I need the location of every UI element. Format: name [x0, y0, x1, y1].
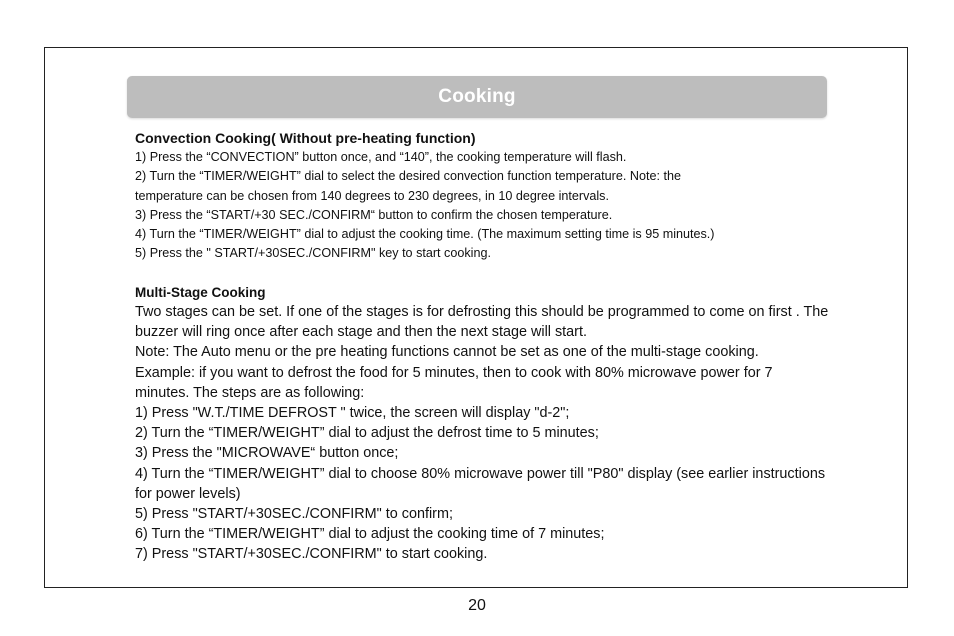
- page-number: 20: [468, 597, 486, 614]
- multistage-line: 7) Press "START/+30SEC./CONFIRM" to start cooking.: [135, 546, 488, 563]
- convection-line: temperature can be chosen from 140 degrees to 230 degrees, in 10 degree intervals.: [135, 188, 609, 203]
- multistage-line: Two stages can be set. If one of the stages is for defrosting this should be programmed to come on first . The: [135, 304, 829, 320]
- section-title: Cooking: [438, 86, 516, 107]
- multistage-line: buzzer will ring once after each stage and then the next stage will start.: [135, 324, 587, 341]
- multistage-line: Note: The Auto menu or the pre heating functions cannot be set as one of the multi-stage cooking.: [135, 344, 759, 361]
- convection-line: 3) Press the “START/+30 SEC./CONFIRM“ button to confirm the chosen temperature.: [135, 207, 613, 222]
- section-title-bar: [127, 76, 827, 118]
- multistage-line: for power levels): [135, 485, 241, 502]
- multistage-line: 3) Press the "MICROWAVE“ button once;: [135, 445, 399, 462]
- convection-cooking-section: [135, 129, 883, 264]
- multistage-heading: Multi-Stage Cooking: [135, 285, 266, 300]
- convection-line: 2) Turn the “TIMER/WEIGHT” dial to select the desired convection function temperature. Note: the: [135, 169, 681, 184]
- multistage-line: 2) Turn the “TIMER/WEIGHT” dial to adjust the defrost time to 5 minutes;: [135, 425, 599, 442]
- convection-line: 5) Press the " START/+30SEC./CONFIRM" key to start cooking.: [135, 246, 491, 261]
- convection-line: 4) Turn the “TIMER/WEIGHT” dial to adjust the cooking time. (The maximum setting time is 95 minutes.): [135, 227, 715, 242]
- multistage-line: minutes. The steps are as following:: [135, 384, 365, 401]
- multistage-line: 1) Press "W.T./TIME DEFROST " twice, the screen will display "d-2";: [135, 405, 570, 422]
- multistage-line: 4) Turn the “TIMER/WEIGHT” dial to choose 80% microwave power till "P80" display (see earlier instructions: [135, 465, 826, 482]
- multistage-line: Example: if you want to defrost the food for 5 minutes, then to cook with 80% microwave power for 7: [135, 364, 773, 381]
- convection-line: 1) Press the “CONVECTION” button once, and “140”, the cooking temperature will flash.: [135, 150, 627, 164]
- convection-heading: Convection Cooking( Without pre-heating function): [135, 130, 476, 146]
- multistage-line: 5) Press "START/+30SEC./CONFIRM" to confirm;: [135, 506, 453, 523]
- multi-stage-cooking-section: [135, 284, 883, 565]
- multistage-line: 6) Turn the “TIMER/WEIGHT” dial to adjust the cooking time of 7 minutes;: [135, 526, 605, 543]
